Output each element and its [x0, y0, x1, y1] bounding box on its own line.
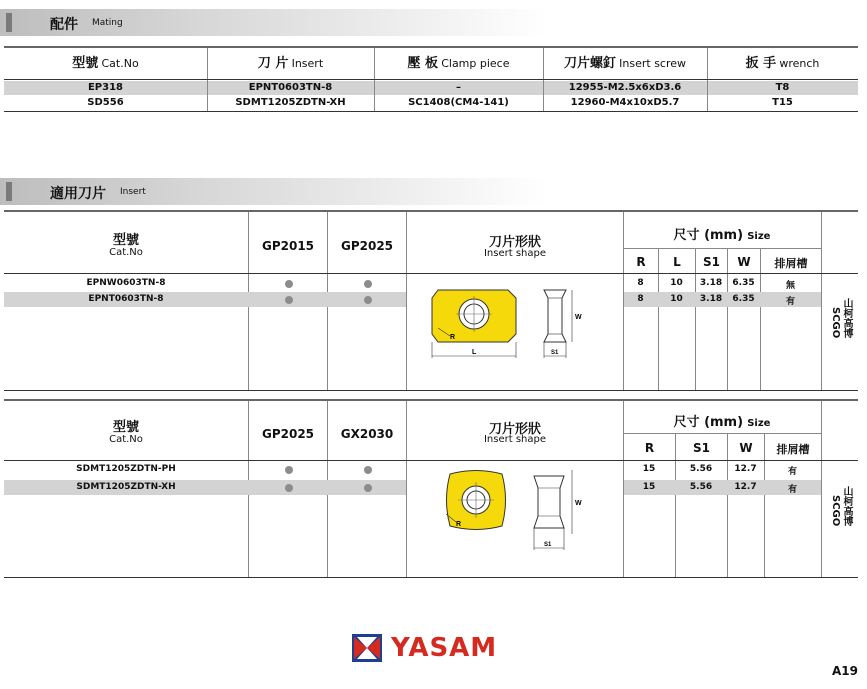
mating-cell-clamp: SC1408(CM4-141) [408, 97, 509, 108]
insert-section-header [0, 178, 548, 205]
dim-r: 8 [637, 294, 644, 304]
insert-row [4, 292, 406, 307]
mating-col-wrench: 扳 手 wrench [745, 56, 820, 71]
dim-s1: 3.18 [699, 278, 723, 288]
stock-dot [364, 296, 372, 304]
dim-r: 15 [642, 482, 656, 492]
shape-header-zh: 刀片形狀 [488, 235, 541, 250]
dim-header-r: R [644, 441, 655, 455]
chip-header: 排屑槽 [774, 257, 808, 270]
insert-row-dims [624, 480, 821, 495]
mating-col-clamp: 壓 板 Clamp piece [407, 56, 510, 71]
dim-header-s1: S1 [693, 441, 710, 455]
col-sep [764, 433, 765, 577]
dim-w: 6.35 [732, 278, 755, 288]
mating-top-rule [4, 46, 858, 48]
side-label-scgo: SCGO山柯高博 [830, 298, 852, 338]
insert-row [4, 480, 406, 495]
mating-cell-catno: EP318 [87, 82, 124, 93]
header-rule [4, 273, 858, 274]
page-number: A19 [832, 664, 858, 678]
chip-groove: 無 [785, 281, 795, 291]
dim-w: 12.7 [734, 464, 757, 474]
mating-col-sep [707, 48, 708, 79]
chip-header: 排屑槽 [776, 443, 810, 456]
mating-col-catno: 型號 Cat.No [72, 56, 139, 71]
col-sep [406, 401, 407, 577]
yasam-logo-icon [352, 634, 382, 662]
col-sep [760, 248, 761, 390]
svg-text:R: R [456, 521, 462, 528]
dim-l: 10 [670, 294, 683, 304]
dim-w: 6.35 [732, 294, 755, 304]
stock-dot [364, 484, 372, 492]
mating-col-sep [543, 48, 544, 79]
col-sep [821, 401, 822, 577]
size-sub-rule [623, 248, 821, 249]
insert-shape-drawing-epnt [420, 278, 590, 370]
side-label-scgo: SCGO山柯高博 [830, 486, 852, 526]
svg-text:W: W [575, 314, 582, 321]
mating-header-row [4, 52, 858, 78]
mating-col-sep [707, 80, 708, 111]
grade-header: GP2025 [340, 239, 394, 253]
col-sep [821, 212, 822, 390]
catno-header-en: Cat.No [109, 247, 143, 258]
brand-name: YASAM [391, 633, 498, 663]
mating-section-header [0, 9, 548, 36]
chip-groove: 有 [787, 485, 797, 495]
grade-header: GP2025 [261, 427, 315, 441]
stock-dot [285, 484, 293, 492]
chip-groove: 有 [785, 297, 795, 307]
stock-dot [364, 280, 372, 288]
dim-header-l: L [673, 255, 681, 269]
insert-catno: EPNW0603TN-8 [86, 278, 166, 288]
col-sep [695, 248, 696, 390]
mating-header-rule [4, 79, 858, 80]
insert-title-zh: 適用刀片 [50, 186, 106, 202]
mating-row [4, 81, 858, 95]
mating-col-sep [374, 80, 375, 111]
dim-s1: 5.56 [689, 482, 713, 492]
col-sep [727, 433, 728, 577]
dim-s1: 5.56 [689, 464, 713, 474]
size-header: 尺寸 (mm) Size [673, 228, 771, 243]
table2-top-rule [4, 399, 858, 401]
mating-title-en: Mating [92, 18, 123, 28]
svg-text:L: L [472, 349, 477, 356]
dim-header-s1: S1 [703, 255, 720, 269]
size-header: 尺寸 (mm) Size [673, 415, 771, 430]
mating-col-insert: 刀 片 Insert [257, 56, 324, 71]
insert-shape-drawing-sdmt [430, 462, 590, 562]
dim-l: 10 [670, 278, 683, 288]
col-sep [727, 248, 728, 390]
section-marker [6, 13, 12, 32]
insert-catno: EPNT0603TN-8 [88, 294, 164, 304]
svg-text:W: W [575, 500, 582, 507]
insert-catno: SDMT1205ZDTN-PH [76, 464, 176, 474]
mating-cell-catno: SD556 [87, 97, 124, 108]
stock-dot [285, 466, 293, 474]
dim-s1: 3.18 [699, 294, 723, 304]
svg-text:S1: S1 [544, 542, 552, 548]
dim-header-w: W [739, 441, 753, 455]
svg-text:S1: S1 [551, 350, 559, 356]
catno-header-zh: 型號 [112, 233, 139, 248]
mating-row [4, 96, 858, 110]
col-sep [658, 248, 659, 390]
mating-col-sep [207, 80, 208, 111]
col-sep [675, 433, 676, 577]
mating-title-zh: 配件 [50, 17, 78, 33]
dim-w: 12.7 [734, 482, 757, 492]
shape-header-en: Insert shape [483, 434, 547, 445]
mating-cell-insert: SDMT1205ZDTN-XH [235, 97, 346, 108]
table-bottom-rule [4, 390, 858, 391]
mating-cell-wrench: T8 [775, 82, 790, 93]
mating-col-sep [207, 48, 208, 79]
insert-row [4, 462, 821, 477]
mating-col-screw: 刀片螺釘 Insert screw [563, 56, 687, 71]
mating-col-sep [543, 80, 544, 111]
svg-text:R: R [450, 334, 456, 341]
shape-header-en: Insert shape [483, 248, 547, 259]
mating-cell-wrench: T15 [772, 97, 793, 108]
stock-dot [285, 296, 293, 304]
mating-cell-clamp: – [456, 82, 461, 93]
insert-catno: SDMT1205ZDTN-XH [76, 482, 176, 492]
catno-header-zh: 型號 [112, 420, 139, 435]
insert-top-rule [4, 210, 858, 212]
mating-bottom-rule [4, 111, 858, 112]
insert-title-en: Insert [120, 187, 146, 197]
mating-cell-screw: 12955-M2.5x6xD3.6 [568, 82, 682, 93]
mating-col-sep [374, 48, 375, 79]
mating-cell-screw: 12960-M4x10xD5.7 [570, 97, 680, 108]
section-marker [6, 182, 12, 201]
mating-cell-insert: EPNT0603TN-8 [248, 82, 333, 93]
grade-header: GP2015 [261, 239, 315, 253]
table-bottom-rule [4, 577, 858, 578]
col-sep [406, 212, 407, 390]
dim-r: 15 [642, 464, 656, 474]
dim-header-w: W [737, 255, 751, 269]
dim-header-r: R [636, 255, 646, 269]
insert-row-dims [624, 292, 821, 307]
size-sub-rule [623, 433, 821, 434]
grade-header: GX2030 [340, 427, 394, 441]
dim-r: 8 [637, 278, 644, 288]
chip-groove: 有 [787, 467, 797, 477]
stock-dot [364, 466, 372, 474]
insert-row [4, 276, 821, 291]
catno-header-en: Cat.No [109, 434, 143, 445]
shape-header-zh: 刀片形狀 [488, 422, 541, 437]
header-rule [4, 460, 858, 461]
stock-dot [285, 280, 293, 288]
